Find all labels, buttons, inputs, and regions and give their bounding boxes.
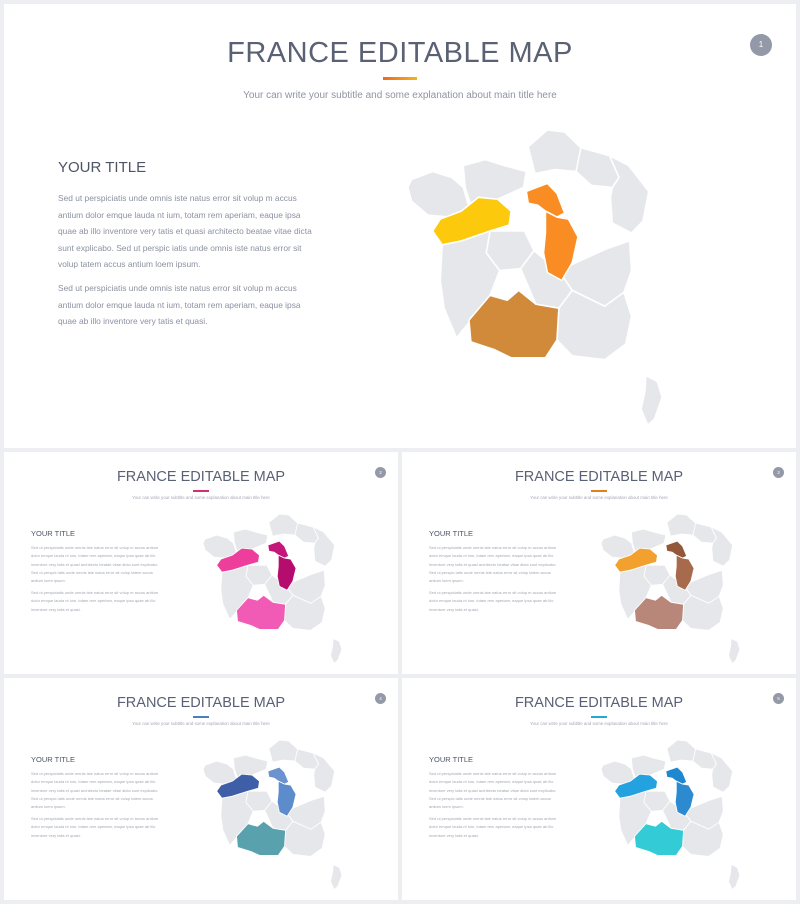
region <box>408 172 469 218</box>
region <box>610 156 649 233</box>
region <box>285 821 326 856</box>
block-title: YOUR TITLE <box>31 755 76 764</box>
region <box>203 535 236 558</box>
slide-subtitle: Your can write your subtitle and some explanation about main title here <box>530 495 668 500</box>
region <box>683 595 724 630</box>
page-number-badge: 1 <box>750 34 772 56</box>
title-accent-bar <box>193 490 209 492</box>
block-title: YOUR TITLE <box>31 529 76 538</box>
region <box>693 749 716 769</box>
slide-title: FRANCE EDITABLE MAP <box>116 695 286 711</box>
page-number-badge: 4 <box>375 693 386 704</box>
france-map <box>201 510 343 668</box>
body-paragraph-1: Sed ut perspiciatis unde omnis iste natus error sit volup m accus antium dolor emque lauda nt ium, totam rem aperiam, eaque ipsa quae ab illo inventore very tatis et quasi architecto beatae vitae dicta sunt explicabo. Sed ut perspic iatis unde omnis iste natus error sit volup tatem accus antium loem ipsum. <box>31 545 159 584</box>
slide-thumbnail-5 <box>402 678 796 900</box>
region <box>295 523 318 543</box>
title-accent-bar <box>193 716 209 718</box>
region <box>711 527 732 566</box>
block-title: YOUR TITLE <box>58 159 147 176</box>
slide-title: FRANCE EDITABLE MAP <box>514 695 684 711</box>
region <box>313 527 334 566</box>
region <box>601 535 634 558</box>
region <box>330 638 341 663</box>
region <box>693 523 716 543</box>
body-paragraph-2: Sed ut perspiciatis unde omnis iste natus error sit volup m accus antium dolor emque lauda nt ium, totam rem aperiam, eaque ipsa quae ab illo inventore very tatis et quasi. <box>429 816 557 838</box>
region <box>683 821 724 856</box>
slide-main <box>4 4 796 448</box>
region <box>576 148 619 188</box>
france-map <box>201 736 343 894</box>
slide-title: FRANCE EDITABLE MAP <box>116 469 286 485</box>
block-title: YOUR TITLE <box>429 529 474 538</box>
title-accent-bar <box>383 77 417 80</box>
body-paragraph-2: Sed ut perspiciatis unde omnis iste natus error sit volup m accus antium dolor emque lauda nt ium, totam rem aperiam, eaque ipsa quae ab illo inventore very tatis et quasi. <box>31 816 159 838</box>
region <box>203 761 236 784</box>
slide-title: FRANCE EDITABLE MAP <box>227 37 573 69</box>
body-paragraph-1: Sed ut perspiciatis unde omnis iste natus error sit volup m accus antium dolor emque lauda nt ium, totam rem aperiam, eaque ipsa quae ab illo inventore very tatis et quasi architecto beatae vitae dicta sunt explicabo. Sed ut perspic iatis unde omnis iste natus error sit volup tatem accus antium loem ipsum. <box>429 771 557 810</box>
region <box>711 753 732 792</box>
body-paragraph-1: Sed ut perspiciatis unde omnis iste natus error sit volup m accus antium dolor emque lauda nt ium, totam rem aperiam, eaque ipsa quae ab illo inventore very tatis et quasi architecto beatae vitae dicta sunt explicabo. Sed ut perspic iatis unde omnis iste natus error sit volup tatem accus antium loem ipsum. <box>58 193 312 270</box>
page-number-badge: 2 <box>375 467 386 478</box>
region <box>313 753 334 792</box>
body-paragraph-2: Sed ut perspiciatis unde omnis iste natus error sit volup m accus antium dolor emque lauda nt ium, totam rem aperiam, eaque ipsa quae ab illo inventore very tatis et quasi. <box>58 283 301 327</box>
slide-thumbnail-4 <box>4 678 398 900</box>
page-number-badge: 5 <box>773 693 784 704</box>
region <box>601 761 634 784</box>
slide-title: FRANCE EDITABLE MAP <box>514 469 684 485</box>
france-map <box>599 510 741 668</box>
slide-subtitle: Your can write your subtitle and some explanation about main title here <box>132 495 270 500</box>
region <box>728 638 739 663</box>
region <box>295 749 318 769</box>
region <box>285 595 326 630</box>
slide-subtitle: Your can write your subtitle and some explanation about main title here <box>243 90 557 101</box>
slide-subtitle: Your can write your subtitle and some explanation about main title here <box>530 721 668 726</box>
slide-subtitle: Your can write your subtitle and some explanation about main title here <box>132 721 270 726</box>
france-map <box>599 736 741 894</box>
body-paragraph-2: Sed ut perspiciatis unde omnis iste natus error sit volup m accus antium dolor emque lauda nt ium, totam rem aperiam, eaque ipsa quae ab illo inventore very tatis et quasi. <box>31 590 159 612</box>
france-map <box>404 122 664 434</box>
region <box>557 290 632 359</box>
block-title: YOUR TITLE <box>429 755 474 764</box>
body-paragraph-1: Sed ut perspiciatis unde omnis iste natus error sit volup m accus antium dolor emque lauda nt ium, totam rem aperiam, eaque ipsa quae ab illo inventore very tatis et quasi architecto beatae vitae dicta sunt explicabo. Sed ut perspic iatis unde omnis iste natus error sit volup tatem accus antium loem ipsum. <box>429 545 557 584</box>
title-accent-bar <box>591 490 607 492</box>
slide-thumbnail-3 <box>402 452 796 674</box>
page-number-badge: 3 <box>773 467 784 478</box>
body-paragraph-1: Sed ut perspiciatis unde omnis iste natus error sit volup m accus antium dolor emque lauda nt ium, totam rem aperiam, eaque ipsa quae ab illo inventore very tatis et quasi architecto beatae vitae dicta sunt explicabo. Sed ut perspic iatis unde omnis iste natus error sit volup tatem accus antium loem ipsum. <box>31 771 159 810</box>
body-paragraph-2: Sed ut perspiciatis unde omnis iste natus error sit volup m accus antium dolor emque lauda nt ium, totam rem aperiam, eaque ipsa quae ab illo inventore very tatis et quasi. <box>429 590 557 612</box>
region <box>330 864 341 889</box>
region <box>728 864 739 889</box>
slide-thumbnail-2 <box>4 452 398 674</box>
region <box>641 376 662 426</box>
title-accent-bar <box>591 716 607 718</box>
